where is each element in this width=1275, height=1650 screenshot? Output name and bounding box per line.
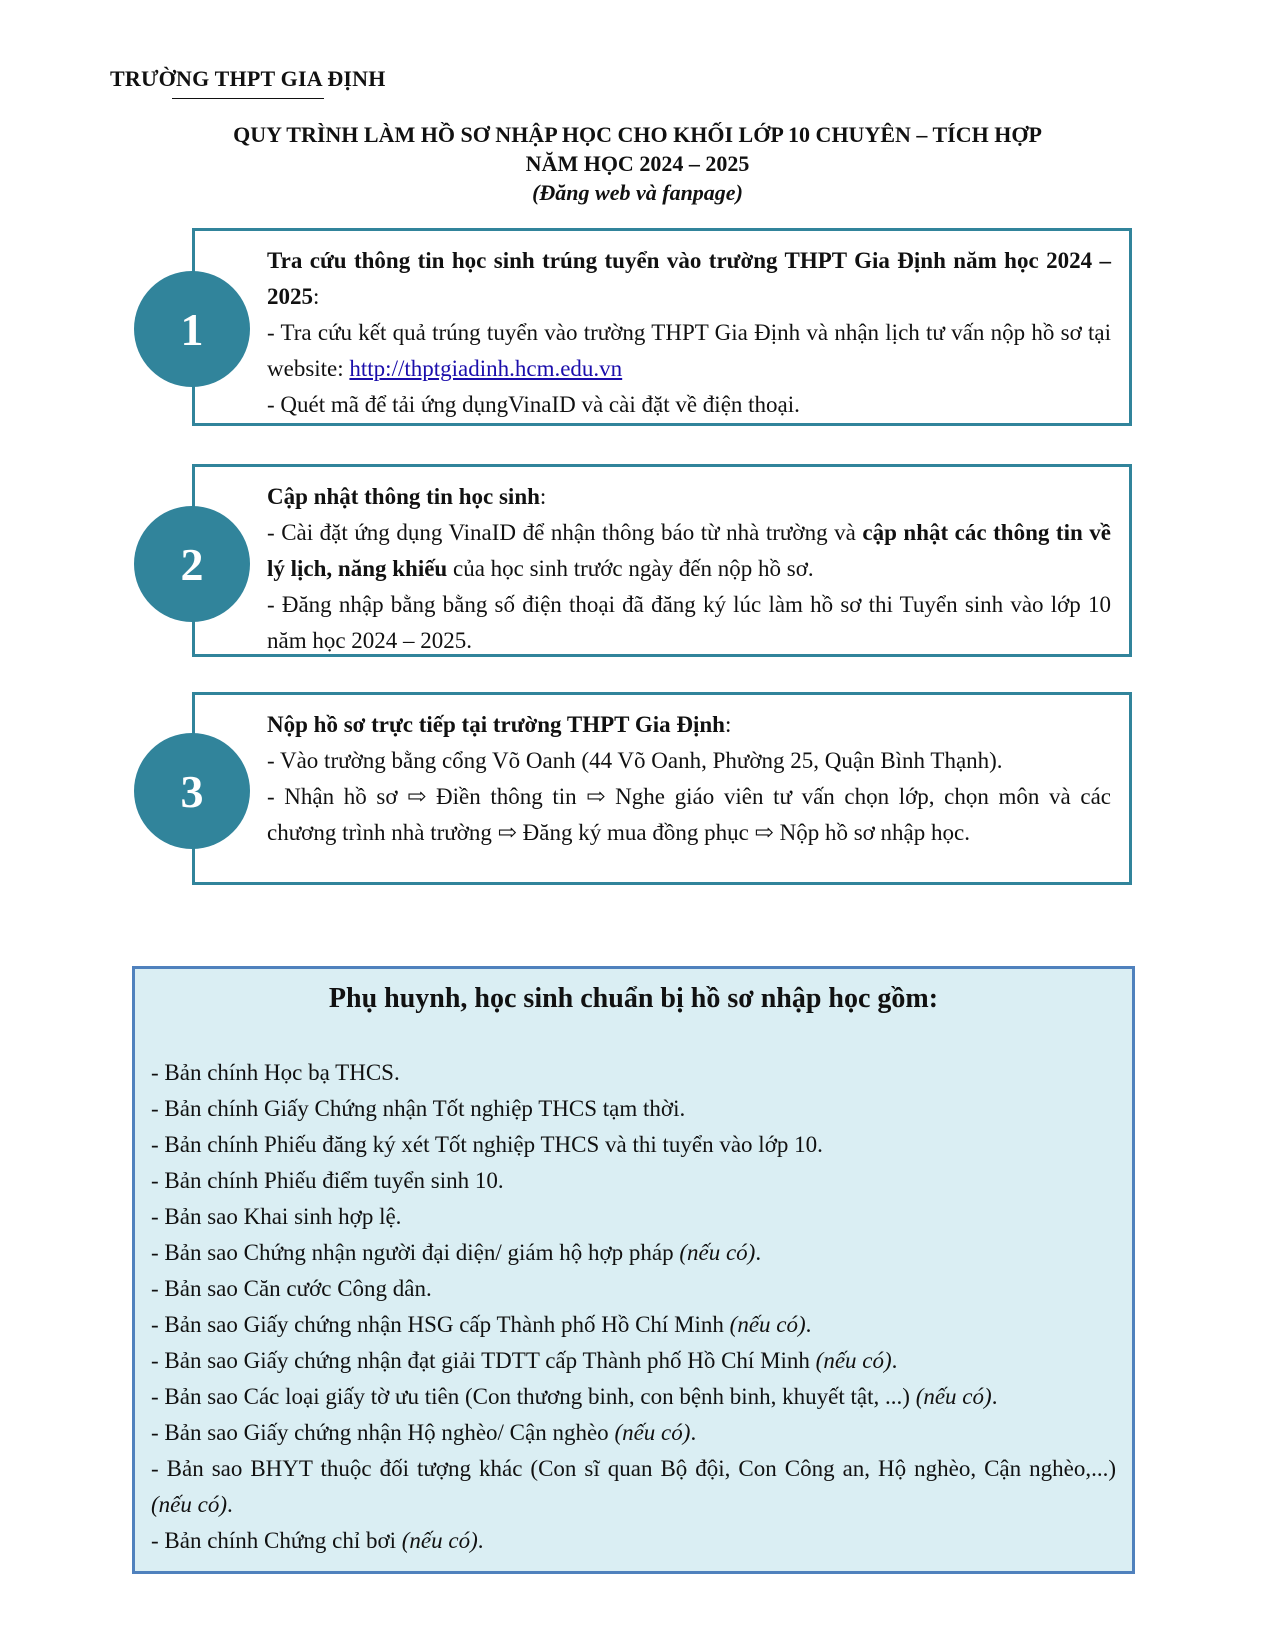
document-item	[151, 1127, 1116, 1163]
document-item: - Bản sao Giấy chứng nhận HSG cấp Thành phố Hồ Chí Minh (nếu có).	[151, 1312, 812, 1337]
step-2-heading-line: Cập nhật thông tin học sinh:	[267, 484, 547, 509]
step-2-box	[192, 464, 1132, 657]
document-item-text: - Bản sao Các loại giấy tờ ưu tiên (Con thương binh, con bệnh binh, khuyết tật, ...)	[151, 1384, 916, 1409]
document-item	[151, 1199, 1116, 1235]
step-3-line-1: - Vào trường bằng cổng Võ Oanh (44 Võ Oanh, Phường 25, Quận Bình Thạnh).	[267, 748, 1003, 773]
step-3-number-circle: 3	[134, 733, 250, 849]
step-1-number-circle: 1	[134, 271, 250, 387]
documents-title: Phụ huynh, học sinh chuẩn bị hồ sơ nhập học gồm:	[328, 983, 939, 1014]
document-item: - Bản sao Giấy chứng nhận Hộ nghèo/ Cận nghèo (nếu có).	[151, 1420, 697, 1445]
step-1-heading-line: Tra cứu thông tin học sinh trúng tuyển vào trường THPT Gia Định năm học 2024 – 2025:	[267, 248, 1111, 309]
document-item-text: - Bản sao Giấy chứng nhận Hộ nghèo/ Cận nghèo	[151, 1420, 615, 1445]
step-1-line-1	[267, 315, 1111, 387]
document-item-text: - Bản sao Giấy chứng nhận HSG cấp Thành phố Hồ Chí Minh	[151, 1312, 730, 1337]
school-website-link[interactable]: http://thptgiadinh.hcm.edu.vn	[349, 356, 623, 381]
document-item-note: (nếu có)	[151, 1492, 227, 1517]
document-item	[151, 1055, 1116, 1091]
document-item-note: (nếu có)	[815, 1348, 892, 1373]
document-item-note: (nếu có)	[401, 1528, 478, 1553]
document-item: - Bản sao BHYT thuộc đối tượng khác (Con sĩ quan Bộ đội, Con Công an, Hộ nghèo, Cận nghèo,...) (nếu có).	[151, 1456, 1116, 1517]
step-1-box	[192, 228, 1132, 426]
document-item-text: - Bản sao Khai sinh hợp lệ.	[151, 1204, 402, 1229]
document-item-text: - Bản chính Chứng chỉ bơi	[151, 1528, 402, 1553]
document-item	[151, 1163, 1116, 1199]
documents-list	[151, 1055, 1116, 1559]
document-item-note: (nếu có)	[679, 1240, 756, 1265]
document-subtitle: (Đăng web và fanpage)	[532, 180, 743, 205]
school-name-underline	[172, 98, 324, 99]
document-item: - Bản sao Các loại giấy tờ ưu tiên (Con thương binh, con bệnh binh, khuyết tật, ...) (nếu có).	[151, 1384, 998, 1409]
step-2-number-circle: 2	[134, 506, 250, 622]
step-2-line-1-text-a: - Cài đặt ứng dụng VinaID để nhận thông báo từ nhà trường và	[267, 520, 863, 545]
step-2-line-1-text-b: của học sinh trước ngày đến nộp hồ sơ.	[447, 556, 814, 581]
document-item: - Bản chính Chứng chỉ bơi (nếu có).	[151, 1528, 484, 1553]
step-3-line-2: - Nhận hồ sơ ⇨ Điền thông tin ⇨ Nghe giáo viên tư vấn chọn lớp, chọn môn và các chương trình nhà trường ⇨ Đăng ký mua đồng phục ⇨ Nộp hồ sơ nhập học.	[267, 784, 1111, 845]
step-1-line-1-text: - Tra cứu kết quả trúng tuyển vào trường THPT Gia Định và nhận lịch tư vấn nộp hồ sơ tại website:	[267, 320, 1111, 381]
step-3-heading: Nộp hồ sơ trực tiếp tại trường THPT Gia Định	[267, 712, 725, 737]
document-item-text: - Bản chính Giấy Chứng nhận Tốt nghiệp THCS tạm thời.	[151, 1096, 686, 1121]
document-item-text: - Bản chính Phiếu đăng ký xét Tốt nghiệp THCS và thi tuyển vào lớp 10.	[151, 1132, 823, 1157]
step-3-heading-line: Nộp hồ sơ trực tiếp tại trường THPT Gia Định:	[267, 712, 732, 737]
document-item-text: - Bản sao Giấy chứng nhận đạt giải TDTT cấp Thành phố Hồ Chí Minh	[151, 1348, 816, 1373]
step-2-line-2: - Đăng nhập bằng bằng số điện thoại đã đăng ký lúc làm hồ sơ thi Tuyển sinh vào lớp 10 năm học 2024 – 2025.	[267, 592, 1111, 653]
document-title-line1: QUY TRÌNH LÀM HỒ SƠ NHẬP HỌC CHO KHỐI LỚP 10 CHUYÊN – TÍCH HỢP	[233, 122, 1042, 147]
step-1-line-2: - Quét mã để tải ứng dụngVinaID và cài đặt về điện thoại.	[267, 392, 800, 417]
document-item: - Bản sao Chứng nhận người đại diện/ giám hộ hợp pháp (nếu có).	[151, 1240, 762, 1265]
step-2-line-1	[267, 515, 1111, 587]
document-item-text: - Bản chính Phiếu điểm tuyển sinh 10.	[151, 1168, 504, 1193]
document-item-note: (nếu có)	[614, 1420, 691, 1445]
document-item-text: - Bản sao Chứng nhận người đại diện/ giám hộ hợp pháp	[151, 1240, 680, 1265]
document-item-text: - Bản chính Học bạ THCS.	[151, 1060, 400, 1085]
step-3-box	[192, 692, 1132, 885]
document-item	[151, 1091, 1116, 1127]
document-item-note: (nếu có)	[729, 1312, 806, 1337]
step-2-heading: Cập nhật thông tin học sinh	[267, 484, 540, 509]
document-item-note: (nếu có)	[915, 1384, 992, 1409]
document-item: - Bản sao Giấy chứng nhận đạt giải TDTT cấp Thành phố Hồ Chí Minh (nếu có).	[151, 1348, 898, 1373]
document-item-text: - Bản sao Căn cước Công dân.	[151, 1276, 432, 1301]
step-1-heading: Tra cứu thông tin học sinh trúng tuyển vào trường THPT Gia Định năm học 2024 – 2025	[267, 248, 1111, 309]
school-name: TRƯỜNG THPT GIA ĐỊNH	[110, 66, 386, 91]
document-item-text: - Bản sao BHYT thuộc đối tượng khác (Con sĩ quan Bộ đội, Con Công an, Hộ nghèo, Cận nghèo,...)	[151, 1456, 1116, 1481]
document-title-line2: NĂM HỌC 2024 – 2025	[525, 151, 750, 176]
step-2-line-1-bold: cập nhật các thông tin về lý lịch, năng khiếu	[267, 520, 1112, 581]
documents-box	[132, 966, 1135, 1574]
document-item	[151, 1271, 1116, 1307]
